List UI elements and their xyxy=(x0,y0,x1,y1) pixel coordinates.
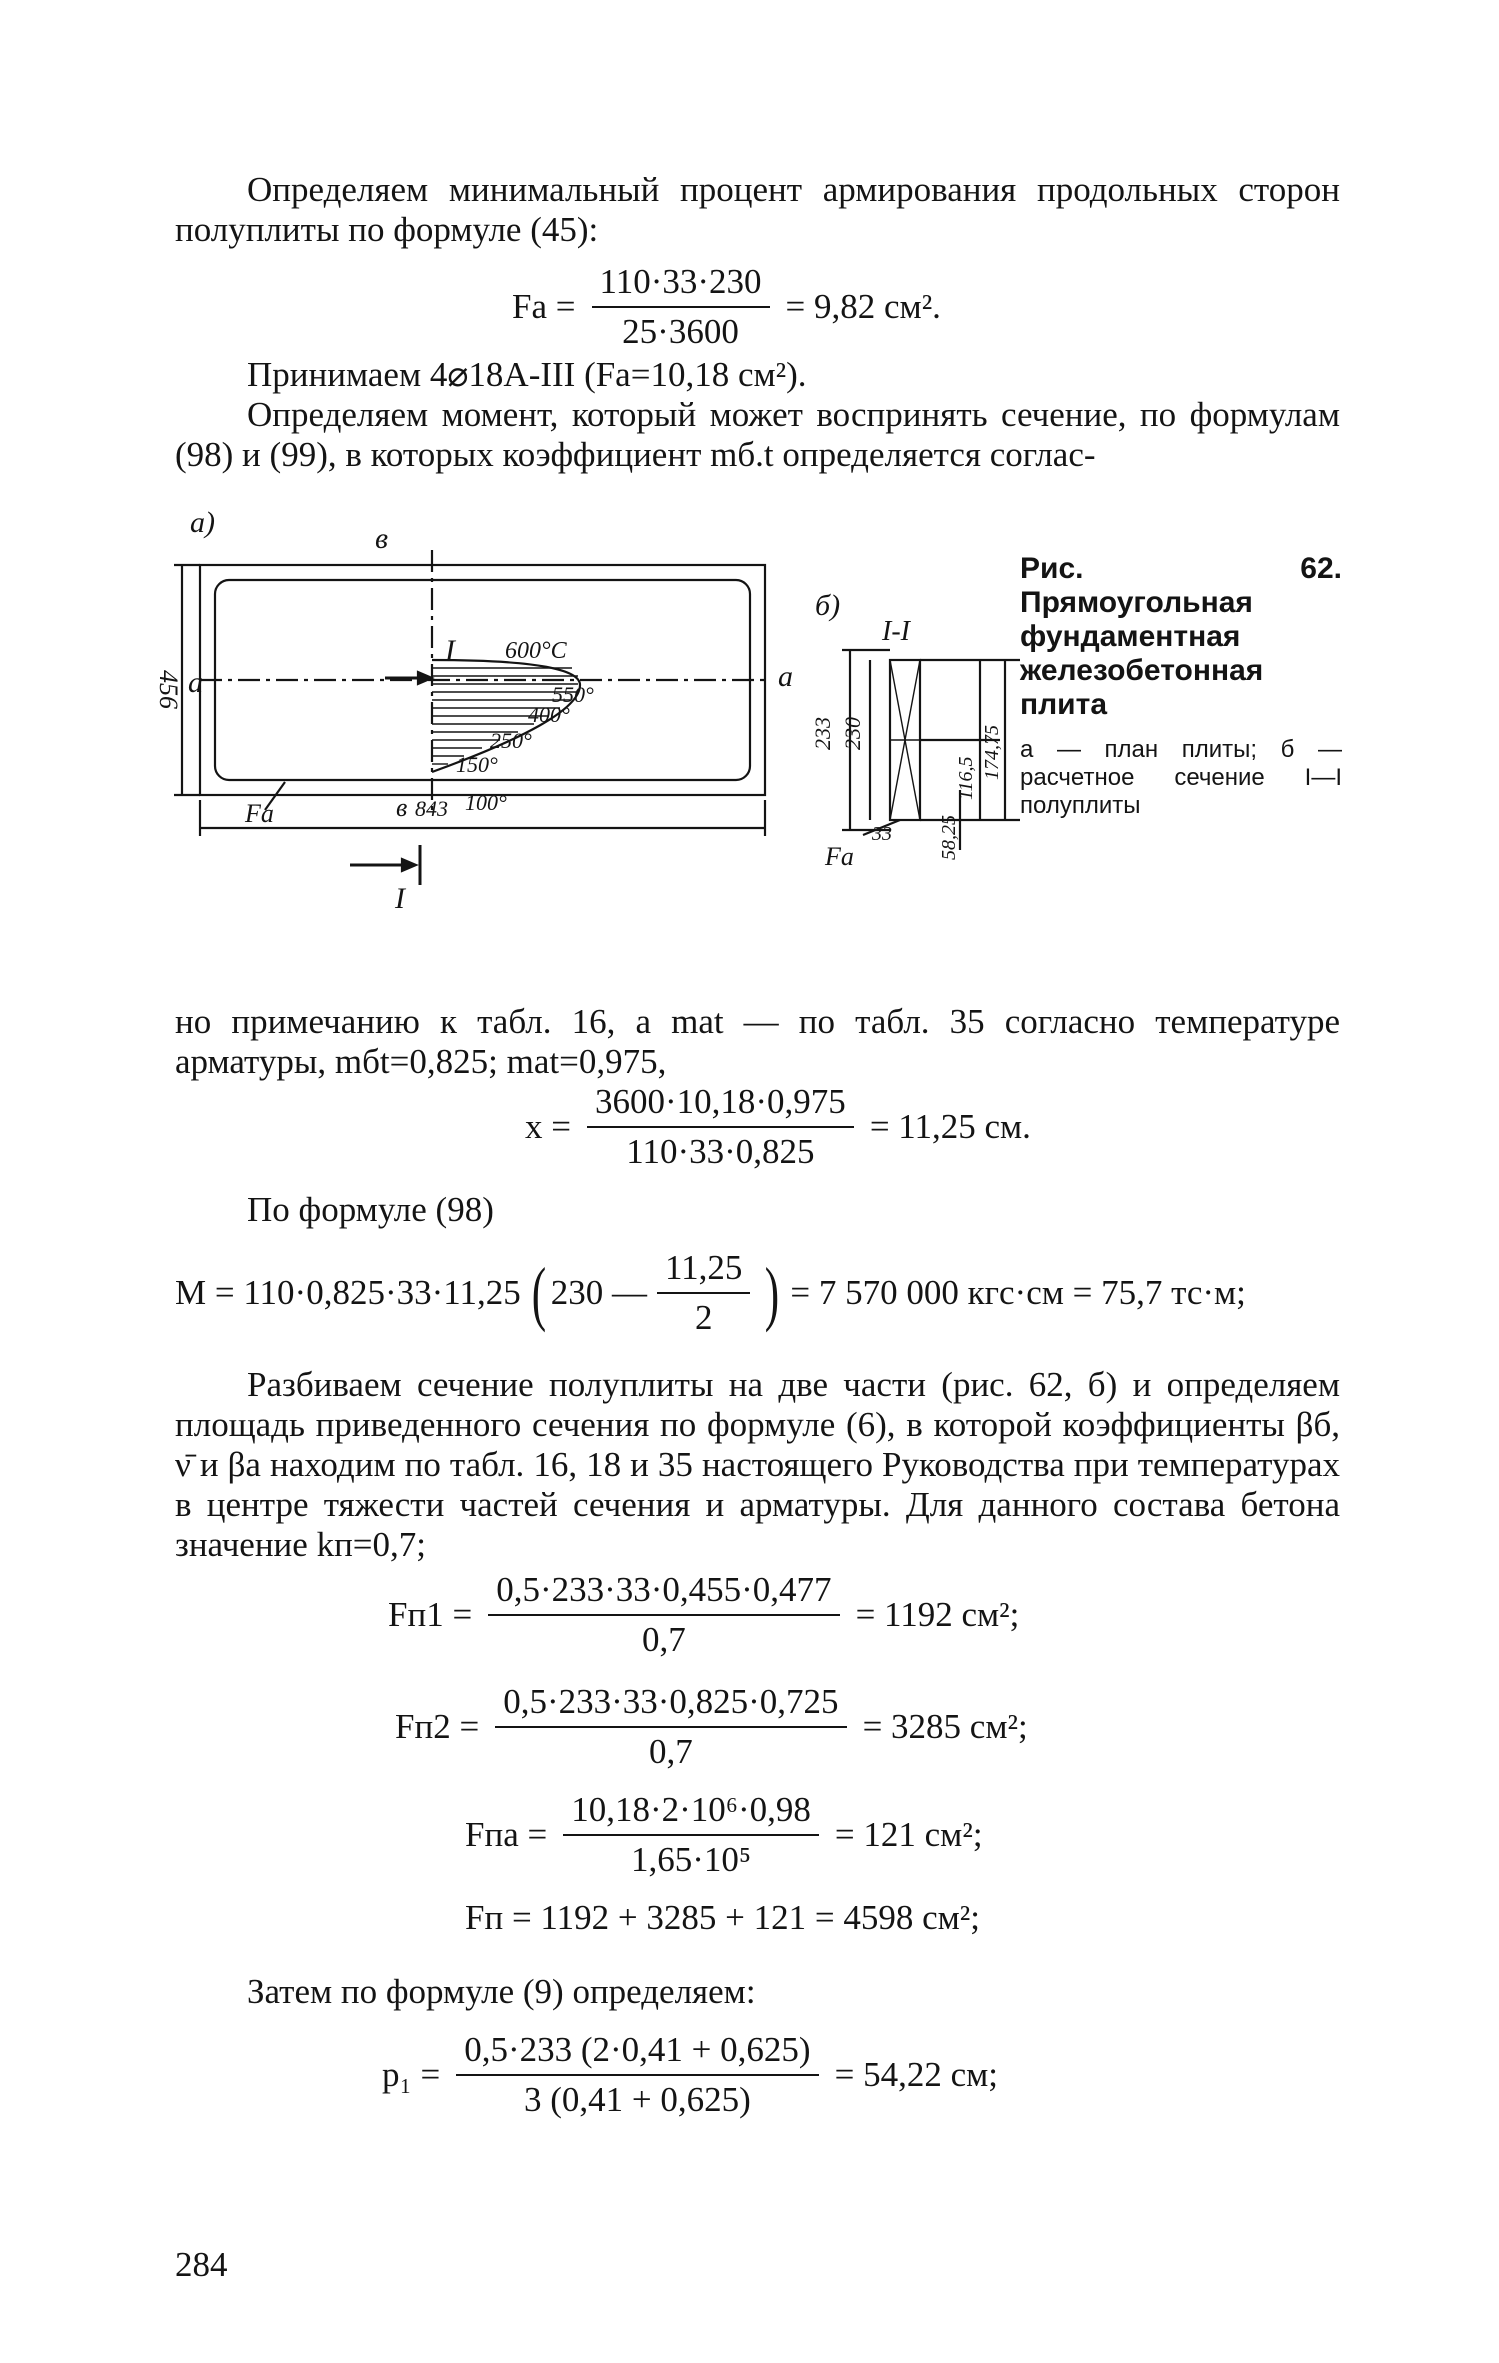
equation-fn1 xyxy=(388,1570,1019,1660)
temp-400: 400° xyxy=(528,702,570,727)
equation-fn-sum: Fп = 1192 + 3285 + 121 = 4598 см²; xyxy=(465,1898,981,1937)
paragraph-6: Разбиваем сечение полуплиты на две части (рис. 62, б) и определяем площадь приведенного сечения по формуле (6), в которой коэффициенты βб, ν̄ и βa находим по табл. 16, 18 и 35 настоящего Руководства при температурах в центре тяжести частей сечения и арматуры. Для данного состава бетона значение kп=0,7; xyxy=(175,1365,1340,1564)
paragraph-1: Определяем минимальный процент армирования продольных сторон полуплиты по формуле (45): xyxy=(175,170,1340,249)
dim-174-75: 174,75 xyxy=(981,725,1003,780)
denominator: 25·3600 xyxy=(622,312,739,351)
temp-250: 250° xyxy=(490,728,532,753)
numerator: 0,5·233 (2·0,41 + 0,625) xyxy=(456,2030,818,2076)
denominator: 2 xyxy=(694,1298,713,1337)
fraction xyxy=(657,1248,750,1338)
equation-lhs: Fп2 = xyxy=(395,1707,480,1746)
equation-m xyxy=(175,1248,1246,1338)
equation-rhs: = 54,22 см; xyxy=(834,2055,998,2094)
temp-600: 600°C xyxy=(505,638,567,664)
fraction xyxy=(456,2030,818,2120)
section-mark-I: I xyxy=(445,634,455,667)
equation-fa xyxy=(512,262,941,352)
equation-lhs: Fпa = xyxy=(465,1815,548,1854)
temp-150: 150° xyxy=(456,752,498,777)
numerator: 10,18·2·10⁶·0,98 xyxy=(563,1790,819,1836)
equation-rhs: = 3285 см²; xyxy=(862,1707,1028,1746)
letter-v-bottom: в xyxy=(396,793,408,822)
page-number: 284 xyxy=(175,2245,228,2284)
equation-x xyxy=(525,1082,1031,1172)
numerator: 11,25 xyxy=(657,1248,750,1294)
equation-fn2 xyxy=(395,1682,1028,1772)
dim-233: 233 xyxy=(810,717,835,750)
label-b: б) xyxy=(815,589,841,622)
inner-term: 230 — xyxy=(550,1273,647,1312)
paragraph-2: Принимаем 4⌀18A-III (Fa=10,18 см²). xyxy=(247,355,807,394)
equation-lhs: Fa = xyxy=(512,287,576,326)
equation-rhs: = 9,82 см². xyxy=(785,287,941,326)
fraction xyxy=(563,1790,819,1880)
denominator: 1,65·10⁵ xyxy=(631,1840,752,1879)
figure-62 xyxy=(154,506,1020,915)
dim-58-25: 58,25 xyxy=(938,815,960,860)
fa-left: Fa xyxy=(245,799,274,828)
letter-v-top: в xyxy=(375,522,389,555)
section-title: I-I xyxy=(882,616,910,647)
temp-550: 550° xyxy=(552,682,594,707)
letter-a-right: а xyxy=(778,660,793,693)
figure-caption xyxy=(1020,552,1342,820)
equation-fna xyxy=(465,1790,983,1880)
denominator: 3 (0,41 + 0,625) xyxy=(523,2080,751,2119)
open-paren: ( xyxy=(531,1253,546,1333)
paragraph-5: По формуле (98) xyxy=(247,1190,494,1229)
paragraph-3: Определяем момент, который может воспринять сечение, по формулам (98) и (99), в которых коэффициент mб.t определяется соглас- xyxy=(175,395,1340,474)
numerator: 110·33·230 xyxy=(592,262,770,308)
equation-rhs: = 7 570 000 кгс·см = 75,7 тс·м; xyxy=(790,1273,1246,1312)
denominator: 0,7 xyxy=(642,1620,686,1659)
paragraph-7: Затем по формуле (9) определяем: xyxy=(247,1972,756,2011)
fraction xyxy=(587,1082,854,1172)
fraction xyxy=(592,262,770,352)
equation-rhs: = 1192 см²; xyxy=(855,1595,1020,1634)
numerator: 0,5·233·33·0,825·0,725 xyxy=(495,1682,846,1728)
equation-rhs: = 121 см²; xyxy=(834,1815,983,1854)
equation-p1 xyxy=(382,2030,998,2120)
dim-230: 230 xyxy=(840,717,865,750)
denominator: 110·33·0,825 xyxy=(626,1132,815,1171)
fraction xyxy=(488,1570,839,1660)
caption-title: Рис. 62. Прямоугольная фундаментная железобетонная плита xyxy=(1020,552,1342,721)
dim-843: 843 xyxy=(415,796,448,821)
denominator: 0,7 xyxy=(649,1732,693,1771)
close-paren: ) xyxy=(765,1253,780,1333)
temp-100: 100° xyxy=(465,790,507,815)
label-a: а) xyxy=(190,506,215,539)
dim-33: 33 xyxy=(872,823,892,845)
dim-456: 456 xyxy=(154,670,183,709)
dim-116-5: 116,5 xyxy=(955,756,977,800)
equation-lhs: M = 110·0,825·33·11,25 xyxy=(175,1273,521,1312)
fa-right: Fa xyxy=(825,842,854,871)
paragraph-4: но примечанию к табл. 16, а mat — по табл. 35 согласно температуре арматуры, mбt=0,825; mat=0,975, xyxy=(175,1002,1340,1081)
letter-a-left: а xyxy=(188,666,203,699)
section-mark-I-bottom: I xyxy=(395,882,405,915)
equation-rhs: = 11,25 см. xyxy=(869,1107,1031,1146)
numerator: 0,5·233·33·0,455·0,477 xyxy=(488,1570,839,1616)
equation-lhs: p₁ = xyxy=(382,2055,441,2094)
fraction xyxy=(495,1682,846,1772)
equation-lhs: x = xyxy=(525,1107,571,1146)
numerator: 3600·10,18·0,975 xyxy=(587,1082,854,1128)
equation-lhs: Fп1 = xyxy=(388,1595,473,1634)
caption-subtitle: а — план плиты; б — расчетное сечение I—I полуплиты xyxy=(1020,736,1342,819)
